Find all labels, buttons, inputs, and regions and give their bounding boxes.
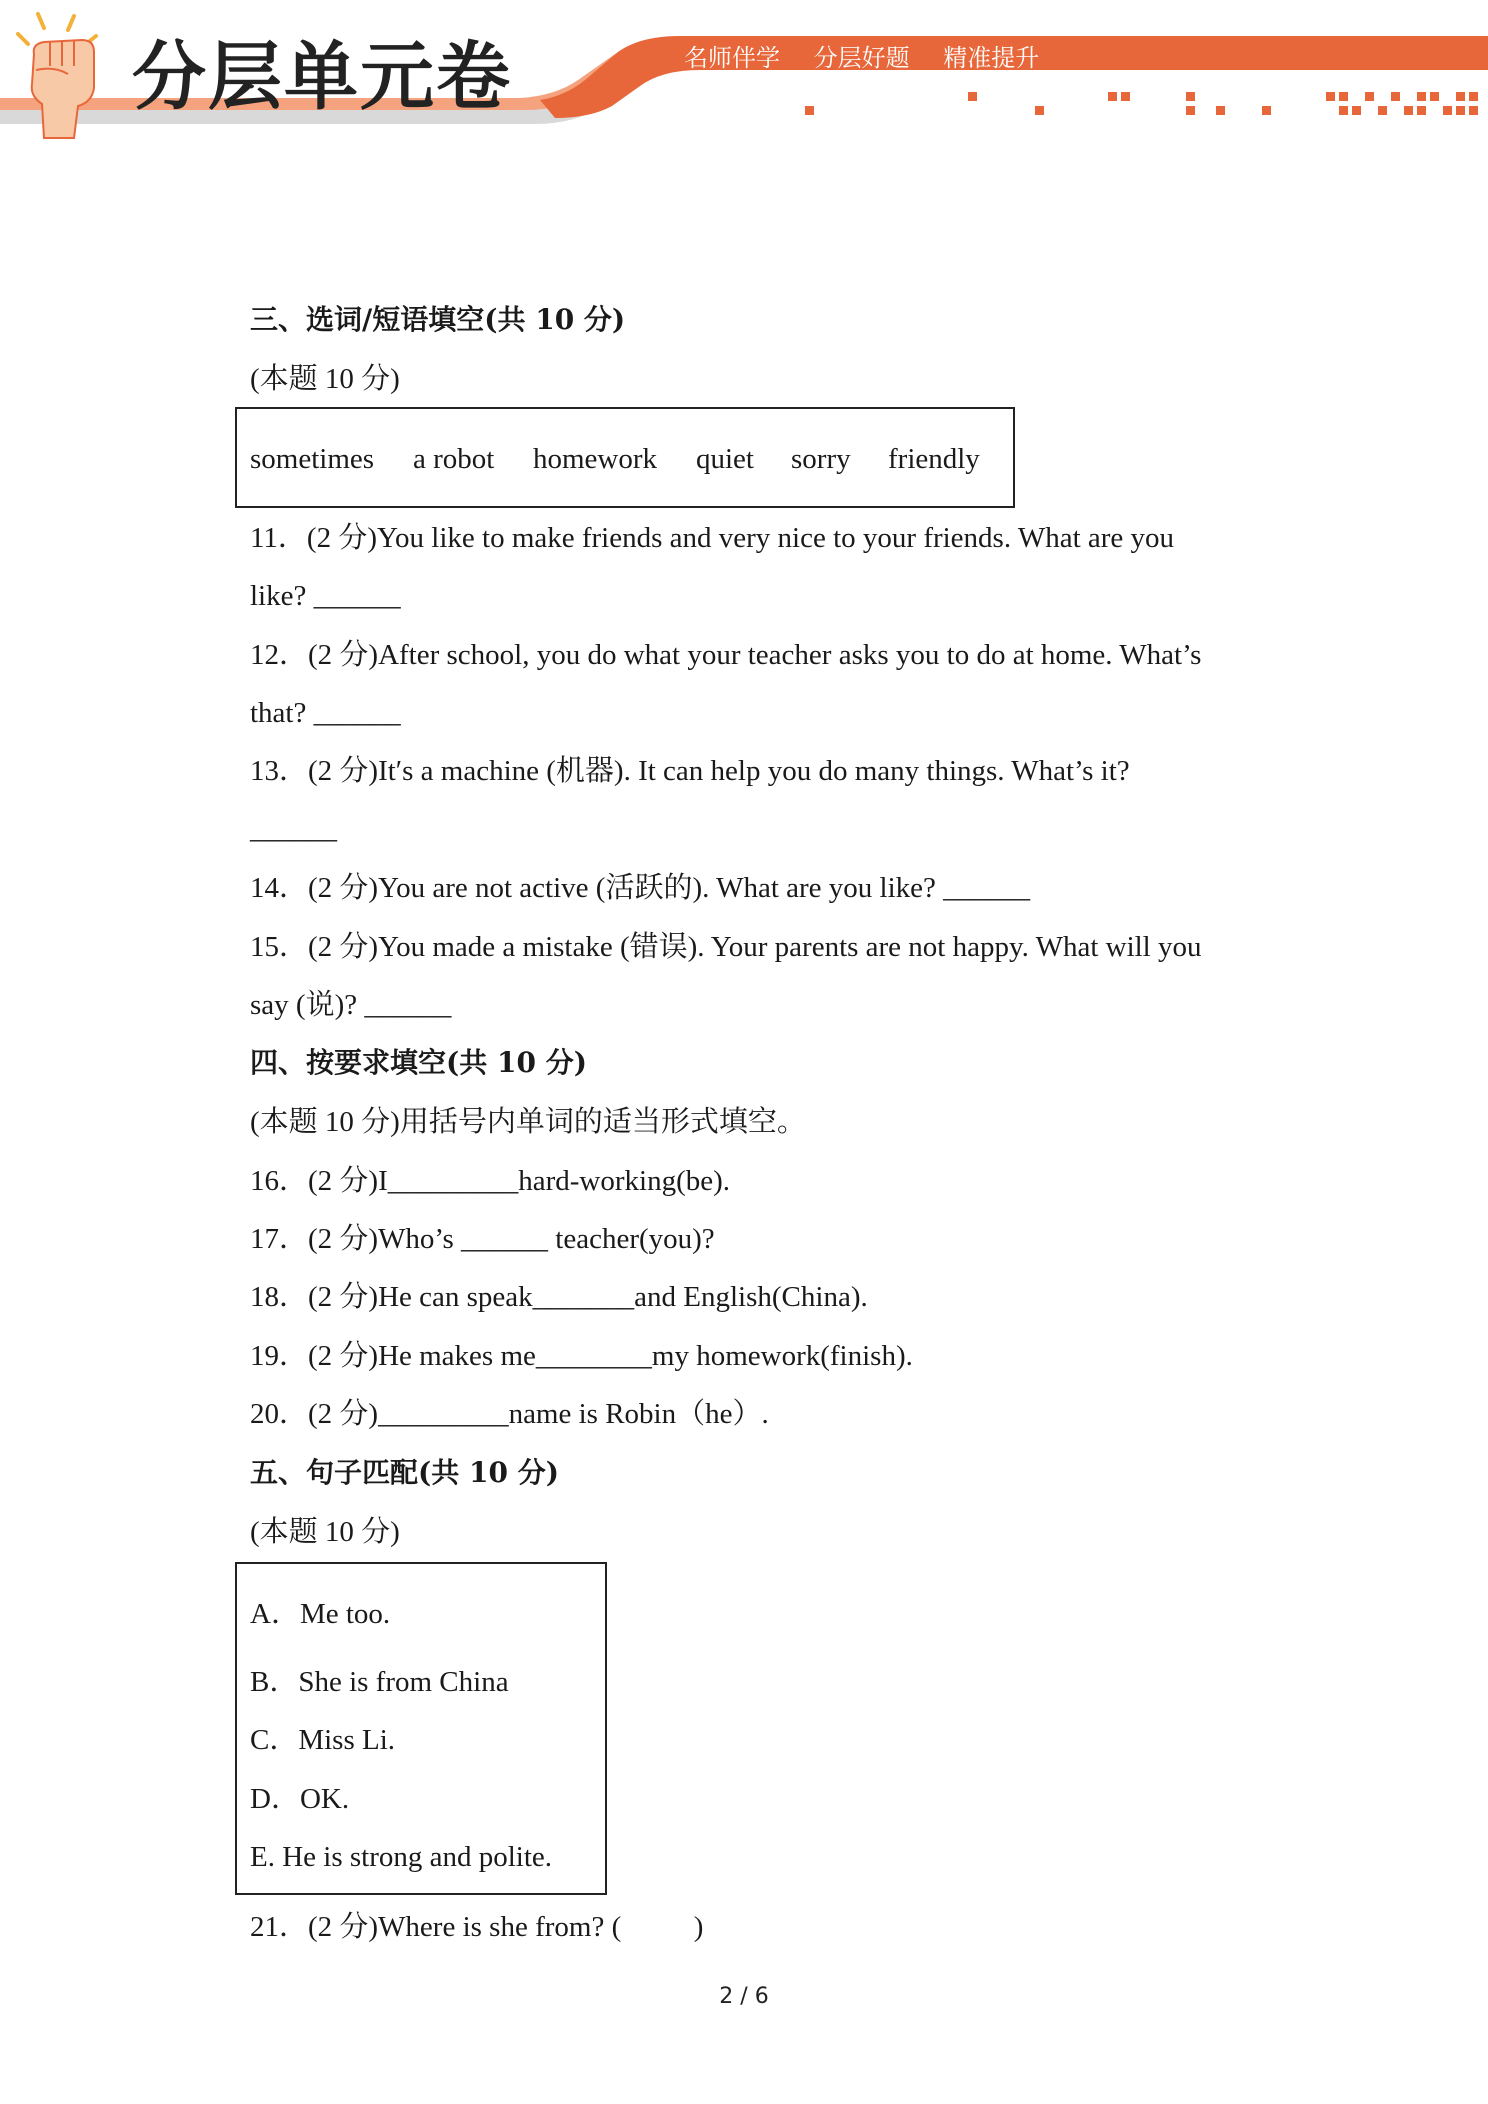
question-13-cont: ______ — [250, 813, 337, 845]
question-15: 15．(2 分)You made a mistake (错误). Your parents are not happy. What will you — [250, 931, 1202, 963]
question-20: 20．(2 分)_________name is Robin（he）. — [250, 1398, 769, 1430]
question-11-cont: like? ______ — [250, 580, 401, 612]
page-header — [0, 0, 1488, 150]
page-number: 2 / 6 — [719, 1984, 769, 2009]
question-21: 21．(2 分)Where is she from? ( ) — [250, 1911, 704, 1943]
option-e: E. He is strong and polite. — [250, 1841, 553, 1873]
question-14: 14．(2 分)You are not active (活跃的). What are you like? ______ — [250, 872, 1031, 904]
section4-note: (本题 10 分)用括号内单词的适当形式填空。 — [250, 1106, 806, 1138]
question-12: 12．(2 分)After school, you do what your teacher asks you to do at home. What’s — [250, 639, 1202, 671]
word-bank-item: a robot — [413, 443, 495, 475]
question-18: 18．(2 分)He can speak_______and English(China). — [250, 1281, 868, 1313]
section5-note: (本题 10 分) — [250, 1516, 400, 1548]
word-bank-item: homework — [533, 443, 658, 475]
slogan-3: 精准提升 — [943, 44, 1040, 72]
option-a: A．Me too. — [250, 1598, 391, 1630]
option-c: C．Miss Li. — [250, 1724, 396, 1756]
section3-heading: 三、选词/短语填空(共 10 分) — [250, 303, 626, 336]
question-16: 16．(2 分)I_________hard-working(be). — [250, 1165, 731, 1197]
question-15-cont: say (说)? ______ — [250, 989, 452, 1021]
word-bank-item: sometimes — [250, 443, 375, 475]
word-bank-item: quiet — [696, 443, 754, 475]
brand-title: 分层单元卷 — [132, 34, 512, 120]
option-b: B．She is from China — [250, 1666, 509, 1698]
question-12-cont: that? ______ — [250, 697, 401, 729]
slogan-1: 名师伴学 — [684, 44, 780, 72]
word-bank-item: friendly — [888, 443, 980, 475]
question-13: 13．(2 分)It′s a machine (机器). It can help you do many things. What’s it? — [250, 755, 1130, 787]
option-d: D．OK. — [250, 1783, 350, 1815]
question-17: 17．(2 分)Who’s ______ teacher(you)? — [250, 1223, 715, 1255]
section5-heading: 五、句子匹配(共 10 分) — [250, 1456, 559, 1489]
question-11: 11．(2 分)You like to make friends and very nice to your friends. What are you — [250, 522, 1175, 554]
raised-fist-icon — [4, 4, 114, 144]
slogan-2: 分层好题 — [813, 44, 910, 72]
word-bank-item: sorry — [791, 443, 851, 475]
header-slogan — [684, 38, 1065, 73]
section4-heading: 四、按要求填空(共 10 分) — [250, 1046, 587, 1079]
section3-note: (本题 10 分) — [250, 363, 400, 395]
question-19: 19．(2 分)He makes me________my homework(finish). — [250, 1340, 913, 1372]
